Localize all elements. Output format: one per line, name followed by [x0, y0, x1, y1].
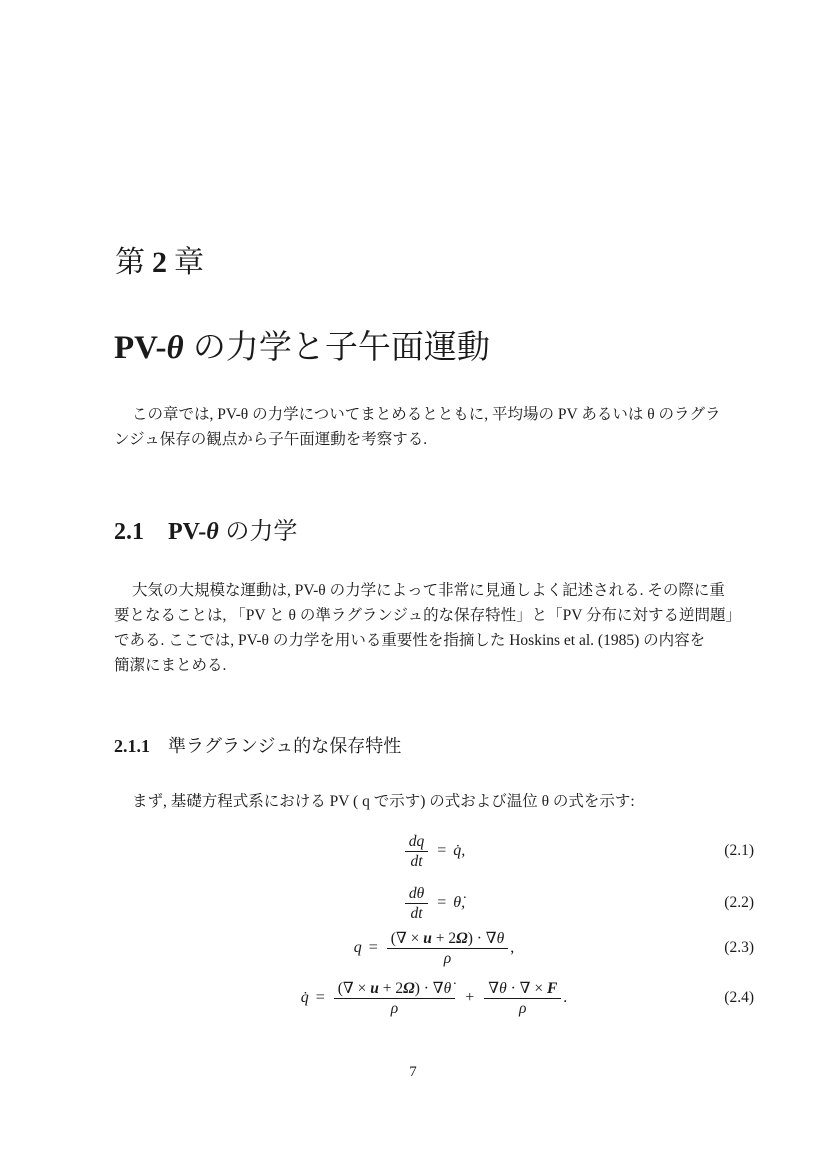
equation-body [301, 979, 568, 1018]
equation-number: (2.3) [724, 939, 754, 956]
fraction-numerator: (∇ × u + 2Ω) · ∇θ [390, 929, 505, 947]
fraction-denominator: ρ [484, 998, 561, 1018]
chapter-title-japanese: の力学と子午面運動 [183, 328, 490, 365]
chapter-suffix: 章 [174, 246, 205, 279]
equations-lead-paragraph [114, 789, 759, 814]
equation-body [403, 884, 465, 923]
equals-sign: = [437, 842, 447, 859]
equation-lhs: q̇ [300, 989, 309, 1006]
equation-2-2 [114, 881, 754, 925]
chapter-title-latin: PV- [114, 330, 167, 366]
equation-body [403, 832, 466, 871]
chapter-title [114, 321, 490, 368]
chapter-number: 2 [152, 246, 168, 279]
chapter-prefix: 第 [115, 246, 146, 279]
intro-paragraph [114, 402, 759, 452]
section-title-theta: θ [206, 519, 219, 545]
fraction-numerator: ∇θ · ∇ × F [488, 979, 558, 997]
paragraph-line: である. ここでは, PV-θ の力学を用いる重要性を指摘した Hoskins et al. (1985) の内容を [114, 632, 706, 649]
equation-number: (2.2) [724, 894, 754, 911]
subsection-number: 2.1.1 [114, 736, 150, 756]
subsection-heading [114, 732, 401, 758]
section-number: 2.1 [114, 519, 144, 545]
paragraph-line: ンジュ保存の観点から子午面運動を考察する. [114, 431, 428, 448]
section-paragraph [114, 578, 759, 678]
equation-punctuation: . [563, 989, 568, 1006]
chapter-label [115, 237, 205, 281]
fraction-denominator: dt [405, 851, 429, 871]
paragraph-line: 要となることは, 「PV と θ の準ラグランジュ的な保存特性」と「PV 分布に対する逆問題」 [114, 607, 742, 624]
equals-sign: = [437, 894, 447, 911]
fraction-numerator: dq [408, 832, 425, 850]
fraction-numerator: (∇ × u + 2Ω) · ∇θ̇ [337, 979, 452, 997]
fraction-denominator: dt [405, 903, 428, 923]
fraction [484, 979, 561, 1018]
fraction-denominator: ρ [334, 998, 455, 1018]
paragraph-line: 大気の大規模な運動は, PV-θ の力学によって非常に見通しよく記述される. その際に重 [132, 582, 725, 599]
equation-number: (2.4) [724, 989, 754, 1006]
page-number: 7 [409, 1064, 417, 1080]
fraction-numerator: dθ [408, 884, 425, 902]
equation-rhs: θ̇, [453, 894, 466, 911]
equation-punctuation: , [510, 939, 515, 956]
paragraph-line: まず, 基礎方程式系における PV ( q で示す) の式および温位 θ の式を示す: [132, 793, 635, 810]
section-heading [114, 511, 297, 546]
equation-2-1 [114, 829, 754, 873]
equation-2-4 [114, 975, 754, 1021]
equation-2-3 [114, 925, 754, 971]
subsection-title: 準ラグランジュ的な保存特性 [168, 736, 402, 756]
fraction-denominator: ρ [387, 948, 508, 968]
paragraph-line: 簡潔にまとめる. [114, 657, 227, 674]
paragraph-line: この章では, PV-θ の力学についてまとめるとともに, 平均場の PV あるいは θ のラグラ [132, 406, 721, 423]
fraction [334, 979, 455, 1018]
equation-rhs: q̇, [453, 842, 466, 859]
plus-sign: + [465, 989, 475, 1006]
section-title-japanese: の力学 [218, 518, 298, 545]
equals-sign: = [368, 939, 378, 956]
equation-body [354, 929, 515, 968]
equation-lhs: q [353, 939, 362, 956]
fraction [405, 832, 429, 871]
fraction [405, 884, 428, 923]
equation-number: (2.1) [724, 842, 754, 859]
section-title-latin: PV- [168, 519, 207, 545]
fraction [387, 929, 508, 968]
chapter-title-theta: θ [166, 330, 184, 366]
equals-sign: = [315, 989, 325, 1006]
